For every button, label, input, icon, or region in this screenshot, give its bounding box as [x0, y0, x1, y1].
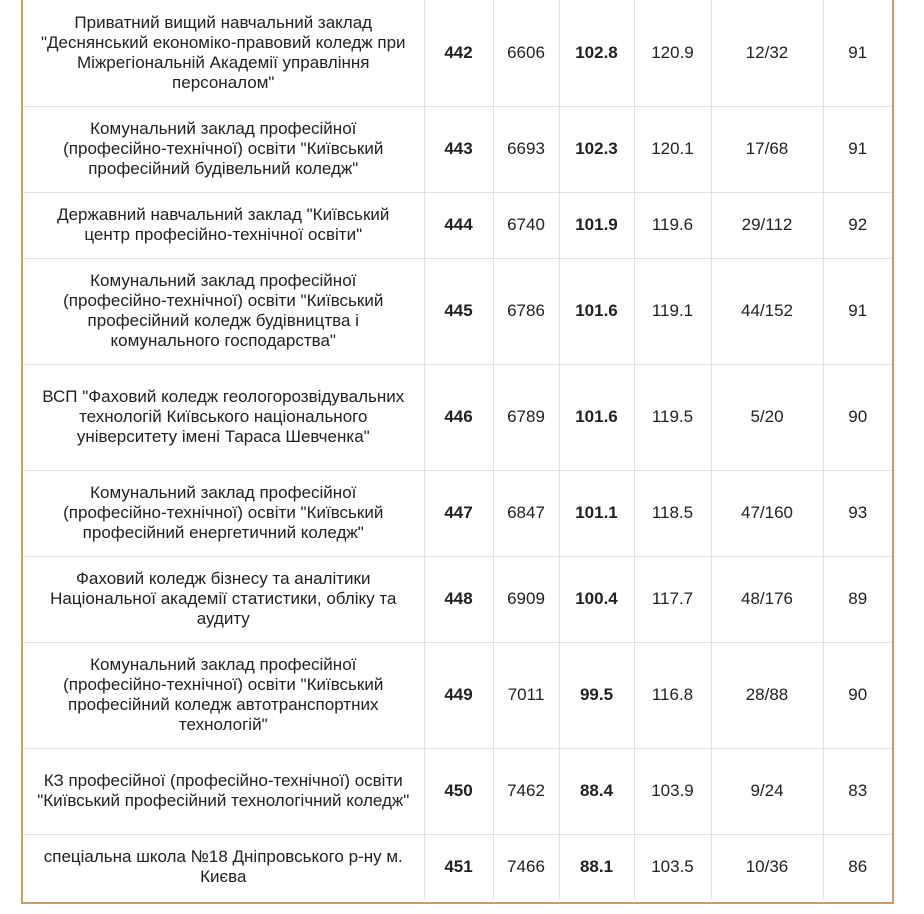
institution-name: Фаховий коледж бізнесу та аналітики Національної академії статистики, обліку та аудиту	[23, 556, 424, 642]
ratio-cell: 17/68	[711, 106, 823, 192]
institution-name: спеціальна школа №18 Дніпровського р-ну м. Києва	[23, 834, 424, 900]
number-cell: 7462	[493, 748, 559, 834]
score-cell: 101.9	[559, 192, 634, 258]
institution-name: Комунальний заклад професійної (професійно-технічної) освіти "Київський професійний коледж автотранспортних технологій"	[23, 642, 424, 748]
value-cell: 103.9	[634, 748, 711, 834]
number-cell: 6693	[493, 106, 559, 192]
table-row	[23, 192, 892, 258]
ratio-cell: 28/88	[711, 642, 823, 748]
last-cell: 93	[823, 470, 892, 556]
rank-cell: 448	[424, 556, 493, 642]
table-row	[23, 0, 892, 106]
institution-name: Державний навчальний заклад "Київський центр професійно-технічної освіти"	[23, 192, 424, 258]
institution-name: КЗ професійної (професійно-технічної) освіти "Київський професійний технологічний коледж"	[23, 748, 424, 834]
number-cell: 6740	[493, 192, 559, 258]
ratio-cell: 47/160	[711, 470, 823, 556]
table-row	[23, 258, 892, 364]
number-cell: 6909	[493, 556, 559, 642]
number-cell: 7011	[493, 642, 559, 748]
institution-name: ВСП "Фаховий коледж геологорозвідувальних технологій Київського національного університету імені Тараса Шевченка"	[23, 364, 424, 470]
last-cell: 91	[823, 0, 892, 106]
value-cell: 119.6	[634, 192, 711, 258]
number-cell: 6847	[493, 470, 559, 556]
table-row	[23, 642, 892, 748]
ranking-table-frame	[21, 0, 894, 904]
table-row	[23, 106, 892, 192]
ratio-cell: 48/176	[711, 556, 823, 642]
score-cell: 101.6	[559, 258, 634, 364]
rank-cell: 443	[424, 106, 493, 192]
score-cell: 88.4	[559, 748, 634, 834]
last-cell: 91	[823, 106, 892, 192]
value-cell: 120.9	[634, 0, 711, 106]
value-cell: 120.1	[634, 106, 711, 192]
institution-name: Комунальний заклад професійної (професійно-технічної) освіти "Київський професійний енергетичний коледж"	[23, 470, 424, 556]
value-cell: 118.5	[634, 470, 711, 556]
number-cell: 7466	[493, 834, 559, 900]
score-cell: 102.8	[559, 0, 634, 106]
institution-name: Приватний вищий навчальний заклад "Деснянський економіко-правовий коледж при Міжрегіональній Академії управління персоналом"	[23, 0, 424, 106]
ratio-cell: 5/20	[711, 364, 823, 470]
rank-cell: 444	[424, 192, 493, 258]
score-cell: 102.3	[559, 106, 634, 192]
score-cell: 88.1	[559, 834, 634, 900]
rank-cell: 447	[424, 470, 493, 556]
last-cell: 83	[823, 748, 892, 834]
rank-cell: 446	[424, 364, 493, 470]
number-cell: 6789	[493, 364, 559, 470]
table-row	[23, 556, 892, 642]
rank-cell: 449	[424, 642, 493, 748]
value-cell: 116.8	[634, 642, 711, 748]
value-cell: 119.1	[634, 258, 711, 364]
table-row	[23, 364, 892, 470]
table-row	[23, 834, 892, 900]
score-cell: 100.4	[559, 556, 634, 642]
last-cell: 89	[823, 556, 892, 642]
value-cell: 117.7	[634, 556, 711, 642]
ratio-cell: 29/112	[711, 192, 823, 258]
score-cell: 99.5	[559, 642, 634, 748]
institution-name: Комунальний заклад професійної (професійно-технічної) освіти "Київський професійний будівельний коледж"	[23, 106, 424, 192]
ratio-cell: 12/32	[711, 0, 823, 106]
last-cell: 92	[823, 192, 892, 258]
table-row	[23, 748, 892, 834]
institution-name: Комунальний заклад професійної (професійно-технічної) освіти "Київський професійний коледж будівництва і комунального господарства"	[23, 258, 424, 364]
value-cell: 119.5	[634, 364, 711, 470]
ranking-table	[23, 0, 892, 900]
last-cell: 90	[823, 364, 892, 470]
rank-cell: 442	[424, 0, 493, 106]
rank-cell: 445	[424, 258, 493, 364]
ratio-cell: 44/152	[711, 258, 823, 364]
number-cell: 6786	[493, 258, 559, 364]
table-row	[23, 470, 892, 556]
value-cell: 103.5	[634, 834, 711, 900]
ratio-cell: 10/36	[711, 834, 823, 900]
last-cell: 91	[823, 258, 892, 364]
number-cell: 6606	[493, 0, 559, 106]
rank-cell: 451	[424, 834, 493, 900]
rank-cell: 450	[424, 748, 493, 834]
score-cell: 101.6	[559, 364, 634, 470]
ratio-cell: 9/24	[711, 748, 823, 834]
last-cell: 86	[848, 857, 868, 877]
last-cell: 90	[823, 642, 892, 748]
score-cell: 101.1	[559, 470, 634, 556]
